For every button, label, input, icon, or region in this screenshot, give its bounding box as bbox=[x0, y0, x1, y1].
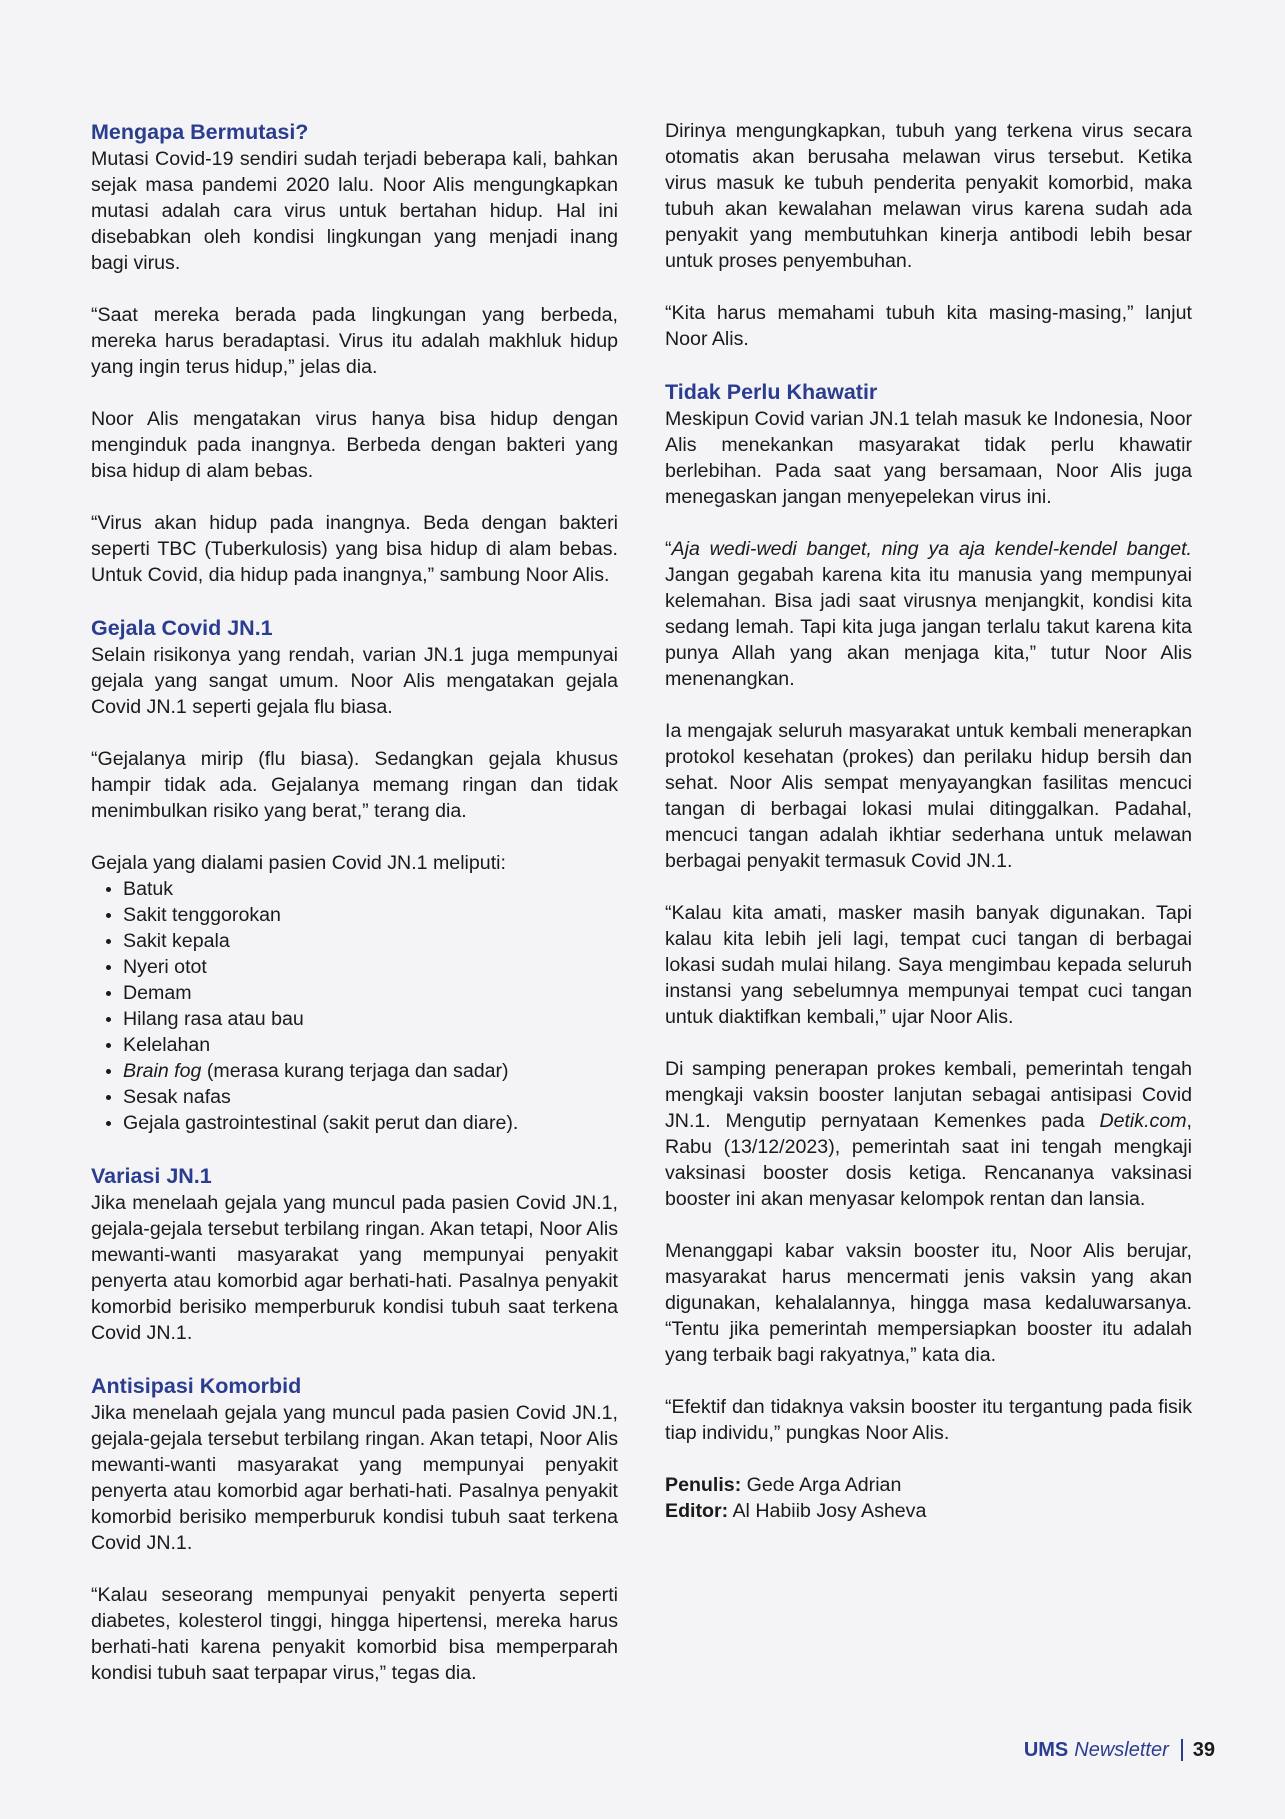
list-item: • Kelelahan bbox=[123, 1032, 618, 1058]
list-item: • Batuk bbox=[123, 876, 618, 902]
symptom-list bbox=[91, 876, 618, 1136]
footer-brand: UMS bbox=[1023, 1739, 1069, 1761]
paragraph: Mutasi Covid-19 sendiri sudah terjadi beberapa kali, bahkan sejak masa pandemi 2020 lalu. Noor Alis mengungkapkan mutasi adalah cara virus untuk bertahan hidup. Hal ini disebabkan oleh kondisi lingkungan yang menjadi inang bagi virus. bbox=[91, 148, 618, 274]
paragraph: Dirinya mengungkapkan, tubuh yang terkena virus secara otomatis akan berusaha melawan virus tersebut. Ketika virus masuk ke tubuh penderita penyakit komorbid, maka tubuh akan kewalahan melawan virus karena sudah ada penyakit yang membutuhkan kinerja antibodi lebih besar untuk proses penyembuhan. bbox=[665, 120, 1192, 272]
brain-fog-desc: (merasa kurang terjaga dan sadar) bbox=[201, 1060, 509, 1082]
quote-paragraph: “Kalau kita amati, masker masih banyak digunakan. Tapi kalau kita lebih jeli lagi, tempat cuci tangan di berbagai lokasi sudah mulai hilang. Saya mengimbau kepada seluruh instansi yang sebelumnya mempunyai tempat cuci tangan untuk diaktifkan kembali,” ujar Noor Alis. bbox=[665, 902, 1192, 1028]
paragraph: Selain risikonya yang rendah, varian JN.1 juga mempunyai gejala yang sangat umum. Noor Alis mengatakan gejala Covid JN.1 seperti gejala flu biasa. bbox=[91, 644, 618, 718]
heading-antisipasi-komorbid: Antisipasi Komorbid bbox=[91, 1374, 302, 1398]
source-name: Detik.com bbox=[1099, 1110, 1187, 1132]
paragraph: Jika menelaah gejala yang muncul pada pasien Covid JN.1, gejala-gejala tersebut terbilang ringan. Akan tetapi, Noor Alis mewanti-wanti masyarakat yang mempunyai penyakit penyerta atau komorbid agar berhati-hati. Pasalnya penyakit komorbid berisiko memperburuk kondisi tubuh saat terkena Covid JN.1. bbox=[91, 1192, 618, 1344]
footer-publication: Newsletter bbox=[1074, 1739, 1169, 1761]
brain-fog-term: Brain fog bbox=[123, 1060, 202, 1082]
quote-open: “ bbox=[665, 538, 672, 560]
paragraph bbox=[665, 1056, 1192, 1212]
javanese-quote: Aja wedi-wedi banget, ning ya aja kendel-kendel banget. bbox=[671, 538, 1192, 560]
symptom-intro: Gejala yang dialami pasien Covid JN.1 meliputi: bbox=[91, 852, 506, 874]
paragraph: Jika menelaah gejala yang muncul pada pasien Covid JN.1, gejala-gejala tersebut terbilang ringan. Akan tetapi, Noor Alis mewanti-wanti masyarakat yang mempunyai penyakit penyerta atau komorbid agar berhati-hati. Pasalnya penyakit komorbid berisiko memperburuk kondisi tubuh saat terkena Covid JN.1. bbox=[91, 1402, 618, 1554]
quote-paragraph: “Efektif dan tidaknya vaksin booster itu tergantung pada fisik tiap individu,” pungkas Noor Alis. bbox=[665, 1396, 1192, 1444]
page-footer bbox=[1024, 1737, 1215, 1763]
quote-paragraph: “Kita harus memahami tubuh kita masing-masing,” lanjut Noor Alis. bbox=[665, 302, 1192, 350]
credits bbox=[665, 1472, 1192, 1524]
list-item: • Sakit kepala bbox=[123, 928, 618, 954]
quote-rest: Jangan gegabah karena kita itu manusia yang mempunyai kelemahan. Bisa jadi saat virusnya menjangkit, kondisi kita sedang lemah. Tapi kita juga jangan terlalu takut karena kita punya Allah yang akan menjaga kita,” tutur Noor Alis menenangkan. bbox=[665, 564, 1192, 690]
paragraph: Meskipun Covid varian JN.1 telah masuk ke Indonesia, Noor Alis menekankan masyarakat tidak perlu khawatir berlebihan. Pada saat yang bersamaan, Noor Alis juga menegaskan jangan menyepelekan virus ini. bbox=[665, 408, 1192, 508]
writer-line bbox=[665, 1472, 1192, 1498]
footer-divider bbox=[1181, 1739, 1183, 1761]
quote-paragraph: “Virus akan hidup pada inangnya. Beda dengan bakteri seperti TBC (Tuberkulosis) yang bisa hidup di alam bebas. Untuk Covid, dia hidup pada inangnya,” sambung Noor Alis. bbox=[91, 512, 618, 586]
page-number: 39 bbox=[1192, 1739, 1215, 1761]
heading-mengapa-bermutasi: Mengapa Bermutasi? bbox=[91, 120, 309, 144]
editor-label: Editor: bbox=[665, 1500, 729, 1522]
list-item: • Nyeri otot bbox=[123, 954, 618, 980]
editor-line bbox=[665, 1498, 1192, 1524]
paragraph: Noor Alis mengatakan virus hanya bisa hidup dengan menginduk pada inangnya. Berbeda dengan bakteri yang bisa hidup di alam bebas. bbox=[91, 408, 618, 482]
heading-variasi-jn1: Variasi JN.1 bbox=[91, 1164, 212, 1188]
right-column bbox=[665, 118, 1192, 1524]
writer-label: Penulis: bbox=[665, 1474, 742, 1496]
quote-paragraph: “Kalau seseorang mempunyai penyakit penyerta seperti diabetes, kolesterol tinggi, hingga hipertensi, mereka harus berhati-hati karena penyakit komorbid bisa memperparah kondisi tubuh saat terpapar virus,” tegas dia. bbox=[91, 1584, 618, 1684]
writer-name: Gede Arga Adrian bbox=[741, 1474, 902, 1496]
heading-gejala-covid: Gejala Covid JN.1 bbox=[91, 616, 273, 640]
left-column bbox=[91, 118, 618, 1712]
list-item bbox=[123, 1058, 618, 1084]
list-item: • Hilang rasa atau bau bbox=[123, 1006, 618, 1032]
editor-name: Al Habiib Josy Asheva bbox=[728, 1500, 927, 1522]
text-segment: , Rabu (13/12/2023), pemerintah saat ini tengah mengkaji vaksinasi booster dosis ketiga. Rencananya vaksinasi booster ini akan menyasar kelompok rentan dan lansia. bbox=[665, 1110, 1192, 1210]
paragraph: Ia mengajak seluruh masyarakat untuk kembali menerapkan protokol kesehatan (prokes) dan perilaku hidup bersih dan sehat. Noor Alis sempat menyayangkan fasilitas mencuci tangan di berbagai lokasi mulai ditinggalkan. Padahal, mencuci tangan adalah ikhtiar sederhana untuk melawan berbagai penyakit termasuk Covid JN.1. bbox=[665, 720, 1192, 872]
list-item: • Demam bbox=[123, 980, 618, 1006]
quote-paragraph: “Saat mereka berada pada lingkungan yang berbeda, mereka harus beradaptasi. Virus itu adalah makhluk hidup yang ingin terus hidup,” jelas dia. bbox=[91, 304, 618, 378]
text-segment: Di samping penerapan prokes kembali, pemerintah tengah mengkaji vaksin booster lanjutan sebagai antisipasi Covid JN.1. Mengutip pernyataan Kemenkes pada bbox=[665, 1058, 1192, 1132]
list-item: • Sesak nafas bbox=[123, 1084, 618, 1110]
quote-paragraph: “Gejalanya mirip (flu biasa). Sedangkan gejala khusus hampir tidak ada. Gejalanya memang ringan dan tidak menimbulkan risiko yang berat,” terang dia. bbox=[91, 748, 618, 822]
list-item: • Sakit tenggorokan bbox=[123, 902, 618, 928]
quote-paragraph bbox=[665, 536, 1192, 692]
heading-tidak-perlu-khawatir: Tidak Perlu Khawatir bbox=[665, 380, 878, 404]
list-item: • Gejala gastrointestinal (sakit perut dan diare). bbox=[123, 1110, 618, 1136]
paragraph: Menanggapi kabar vaksin booster itu, Noor Alis berujar, masyarakat harus mencermati jenis vaksin yang akan digunakan, kehalalannya, hingga masa kedaluwarsanya. “Tentu jika pemerintah mempersiapkan booster itu adalah yang terbaik bagi rakyatnya,” kata dia. bbox=[665, 1240, 1192, 1366]
